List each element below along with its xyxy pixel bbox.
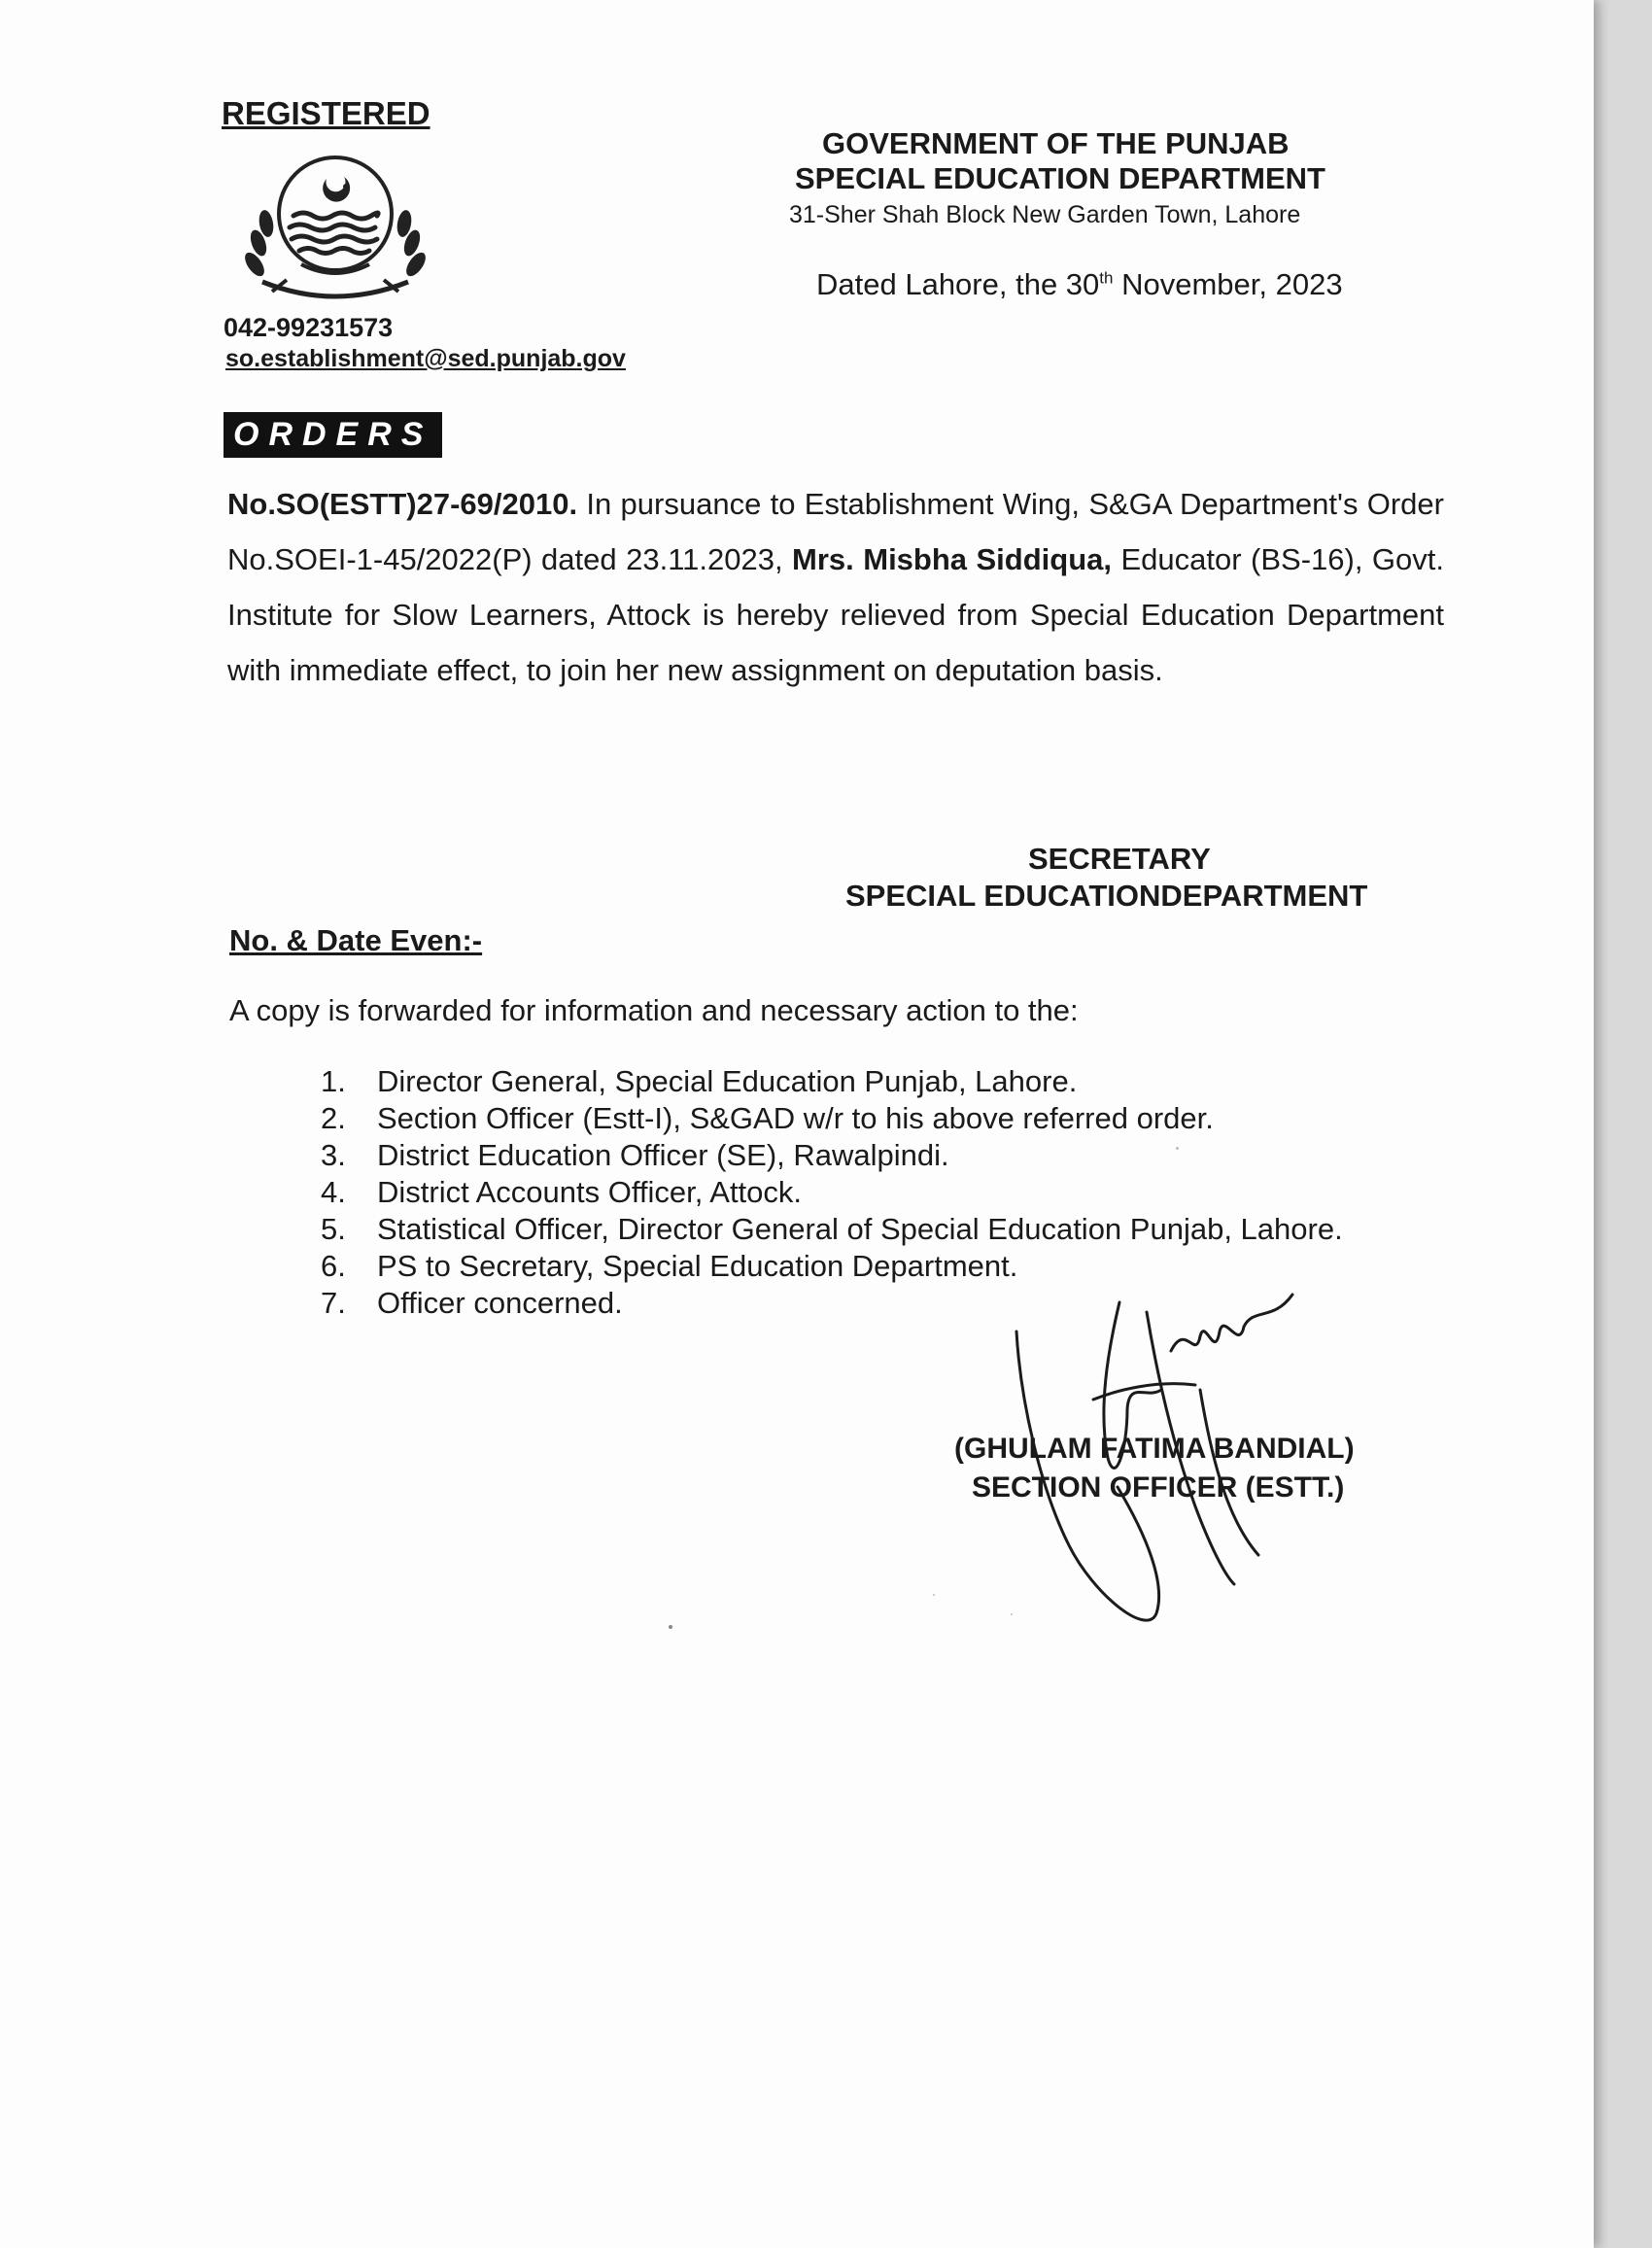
date-prefix: Dated Lahore, the 30 (816, 267, 1100, 301)
government-title: GOVERNMENT OF THE PUNJAB (822, 126, 1290, 160)
date-suffix: November, 2023 (1113, 267, 1343, 301)
secretary-department: SPECIAL EDUCATIONDEPARTMENT (845, 879, 1368, 913)
list-item-number: 5. (321, 1212, 346, 1246)
list-item-number: 2. (321, 1101, 346, 1135)
list-item (321, 1211, 1343, 1248)
email-address[interactable]: so.establishment@sed.punjab.gov (225, 345, 626, 372)
list-item-text: Officer concerned. (377, 1286, 623, 1320)
list-item-text: PS to Secretary, Special Education Department. (377, 1249, 1018, 1283)
list-item (321, 1137, 1343, 1174)
registered-label: REGISTERED (222, 95, 430, 131)
signatory-title: SECTION OFFICER (ESTT.) (972, 1471, 1345, 1504)
employee-name: Mrs. Misbha Siddiqua, (792, 542, 1112, 576)
list-item-number: 6. (321, 1249, 346, 1283)
orders-heading: ORDERS (224, 412, 442, 458)
scan-speck (669, 1625, 672, 1629)
list-item-text: Statistical Officer, Director General of Special Education Punjab, Lahore. (377, 1212, 1343, 1246)
phone-number: 042-99231573 (224, 313, 394, 342)
list-item (321, 1100, 1343, 1137)
date-superscript: th (1099, 268, 1114, 288)
department-title: SPECIAL EDUCATION DEPARTMENT (795, 161, 1325, 195)
scan-speck (1176, 1147, 1179, 1150)
scan-speck (933, 1594, 935, 1596)
list-item-text: District Accounts Officer, Attock. (377, 1175, 803, 1209)
order-paragraph (227, 476, 1444, 698)
order-text-part-2: Educator (BS-16), Govt. Institute for Slow Learners, Attock is hereby relieved from Special Education Department with immediate effect, to join her new assignment on deputation basis. (227, 542, 1444, 687)
forwarding-note: A copy is forwarded for information and necessary action to the: (229, 993, 1079, 1027)
punjab-government-emblem-icon (233, 146, 437, 311)
list-item-number: 3. (321, 1138, 346, 1172)
distribution-list (321, 1063, 1343, 1322)
list-item (321, 1063, 1343, 1100)
handwritten-signature-icon (1001, 1293, 1331, 1643)
order-reference-number: No.SO(ESTT)27-69/2010. (227, 487, 578, 521)
list-item-text: Section Officer (Estt-I), S&GAD w/r to his above referred order. (377, 1101, 1214, 1135)
list-item-text: District Education Officer (SE), Rawalpindi. (377, 1138, 949, 1172)
scan-speck (1011, 1613, 1013, 1615)
document-date (816, 267, 1343, 302)
list-item-number: 4. (321, 1175, 346, 1209)
signatory-name: (GHULAM FATIMA BANDIAL) (954, 1433, 1355, 1465)
list-item-text: Director General, Special Education Punjab, Lahore. (377, 1064, 1078, 1098)
list-item (321, 1248, 1343, 1285)
department-address: 31-Sher Shah Block New Garden Town, Lahore (789, 201, 1301, 228)
order-text-part-1: In pursuance to Establishment Wing, S&GA Department's Order No.SOEI-1-45/2022(P) dated 23.11.2023, (227, 487, 1444, 576)
secretary-title: SECRETARY (1028, 842, 1211, 876)
list-item-number: 7. (321, 1286, 346, 1320)
endorsement-heading: No. & Date Even:- (229, 923, 483, 957)
list-item (321, 1174, 1343, 1211)
list-item-number: 1. (321, 1064, 346, 1098)
